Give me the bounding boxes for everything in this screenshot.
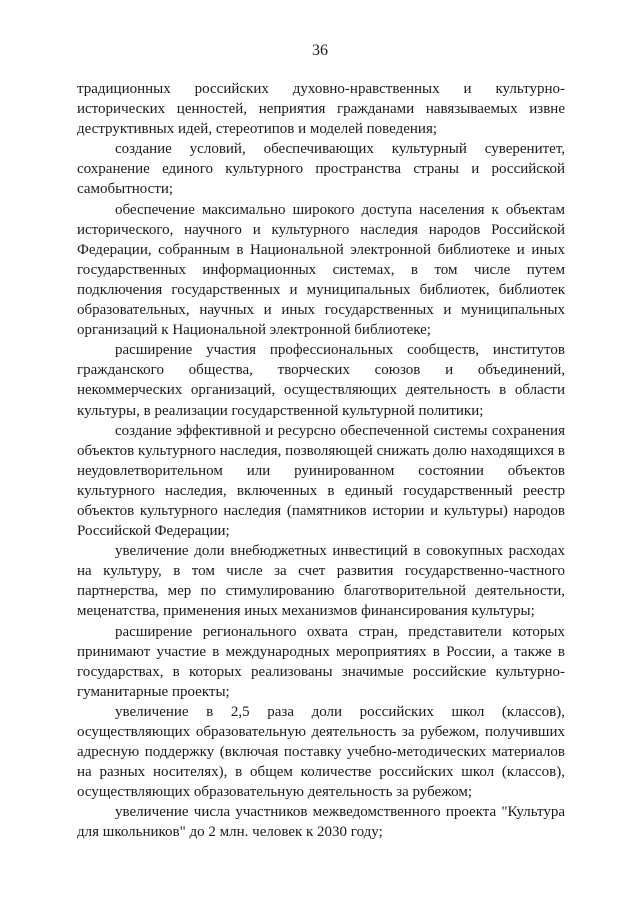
paragraph-cultural-heritage-preservation: создание эффективной и ресурсно обеспеченной системы сохранения объектов культурного наследия, позволяющей снижать долю находящихся в неудовлетворительном или руинированном состоянии объектов культурного наследия, включенных в единый государственный реестр объектов культурного наследия (памятников истории и культуры) народов Российской Федерации; — [77, 422, 565, 540]
paragraph-extrabudgetary-investment: увеличение доли внебюджетных инвестиций в совокупных расходах на культуру, в том числе за счет развития государственно-частного партнерства, мер по стимулированию благотворительной деятельности, меценатства, применения иных механизмов финансирования культуры; — [77, 543, 565, 620]
document-body — [77, 79, 565, 843]
paragraph-russian-schools-abroad: увеличение в 2,5 раза доли российских школ (классов), осуществляющих образовательную деятельность за рубежом, получивших адресную поддержку (включая поставку учебно-методических материалов на разных носителях), в общем количестве российских школ (классов), осуществляющих образовательную деятельность за рубежом; — [77, 703, 565, 801]
paragraph-regional-coverage: расширение регионального охвата стран, представители которых принимают участие в международных мероприятиях в России, а также в государствах, в которых реализованы значимые российские культурно-гуманитарные проекты; — [77, 623, 565, 700]
paragraph-culture-for-schoolchildren: увеличение числа участников межведомственного проекта "Культура для школьников" до 2 млн. человек к 2030 году; — [77, 804, 565, 841]
paragraph-continuation: традиционных российских духовно-нравственных и культурно-исторических ценностей, неприятия гражданами навязываемых извне деструктивных идей, стереотипов и моделей поведения; — [77, 81, 565, 138]
paragraph-cultural-sovereignty: создание условий, обеспечивающих культурный суверенитет, сохранение единого культурного пространства страны и российской самобытности; — [77, 141, 565, 198]
page-number: 36 — [312, 42, 328, 59]
paragraph-civil-society-participation: расширение участия профессиональных сообществ, институтов гражданского общества, творческих союзов и объединений, некоммерческих организаций, осуществляющих деятельность в области культуры, в реализации государственной культурной политики; — [77, 342, 565, 419]
paragraph-national-electronic-library: обеспечение максимально широкого доступа населения к объектам исторического, научного и культурного наследия народов Российской Федерации, собранным в Национальной электронной библиотеке и иных государственных информационных системах, в том числе путем подключения государственных и муниципальных библиотек, библиотек образовательных, научных и иных государственных и муниципальных организаций к Национальной электронной библиотеке; — [77, 201, 565, 339]
